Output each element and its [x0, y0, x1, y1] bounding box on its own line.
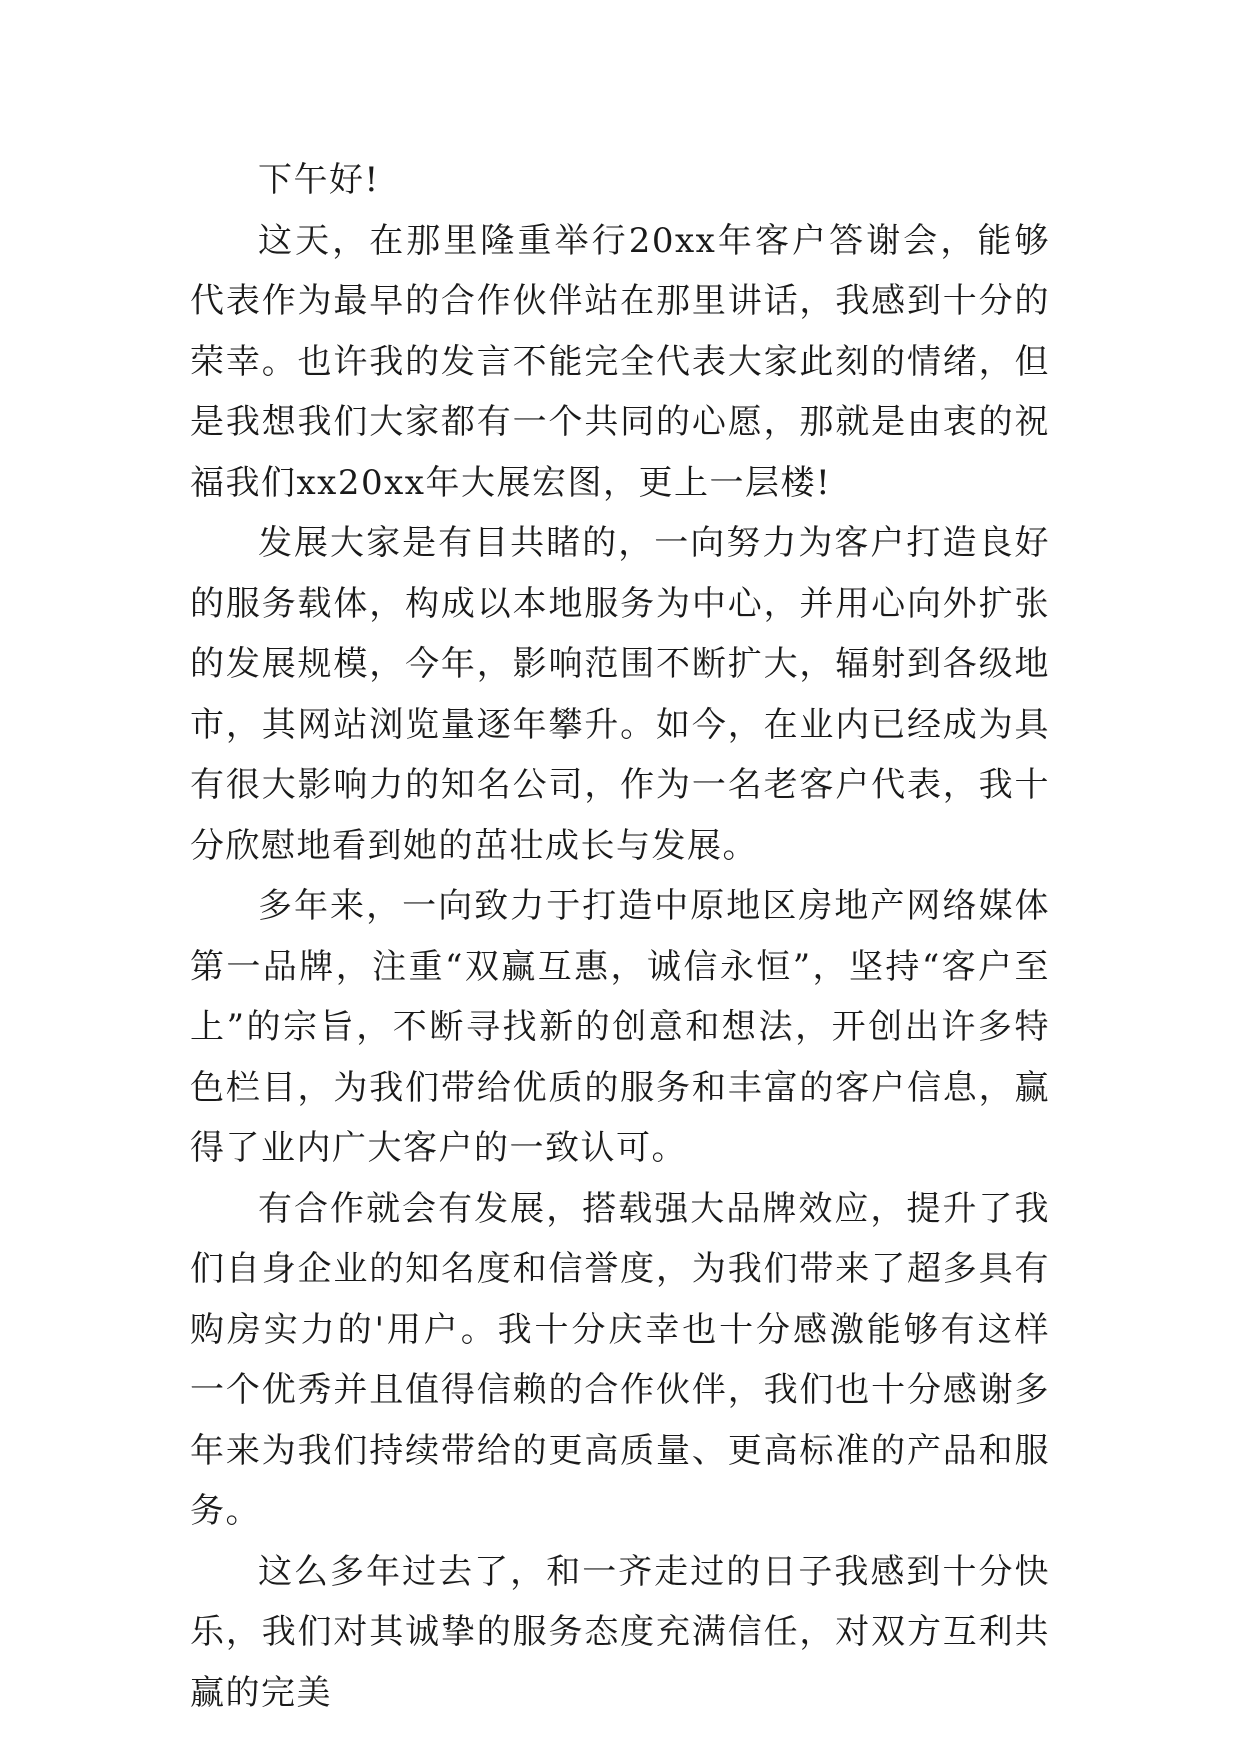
paragraph-2: 发展大家是有目共睹的，一向努力为客户打造良好的服务载体，构成以本地服务为中心，并用心向外扩张的发展规模，今年，影响范围不断扩大，辐射到各级地市，其网站浏览量逐年攀升。如今，在业内已经成为具有很大影响力的知名公司，作为一名老客户代表，我十分欣慰地看到她的茁壮成长与发展。: [190, 523, 1050, 866]
paragraph-5: 这么多年过去了，和一齐走过的日子我感到十分快乐，我们对其诚挚的服务态度充满信任，对双方互利共赢的完美: [190, 1551, 1050, 1713]
paragraph-4: 有合作就会有发展，搭载强大品牌效应，提升了我们自身企业的知名度和信誉度，为我们带来了超多具有购房实力的'用户。我十分庆幸也十分感激能够有这样一个优秀并且值得信赖的合作伙伴，我们也十分感谢多年来为我们持续带给的更高质量、更高标准的产品和服务。: [190, 1188, 1050, 1531]
document-body: [190, 150, 1050, 1723]
paragraph-3: 多年来，一向致力于打造中原地区房地产网络媒体第一品牌，注重“双赢互惠，诚信永恒”，坚持“客户至上”的宗旨，不断寻找新的创意和想法，开创出许多特色栏目，为我们带给优质的服务和丰富的客户信息，赢得了业内广大客户的一致认可。: [190, 886, 1050, 1168]
paragraph-1: 这天，在那里隆重举行20xx年客户答谢会，能够代表作为最早的合作伙伴站在那里讲话，我感到十分的荣幸。也许我的发言不能完全代表大家此刻的情绪，但是我想我们大家都有一个共同的心愿，那就是由衷的祝福我们xx20xx年大展宏图，更上一层楼!: [190, 220, 1050, 503]
greeting-line: 下午好!: [258, 160, 380, 200]
